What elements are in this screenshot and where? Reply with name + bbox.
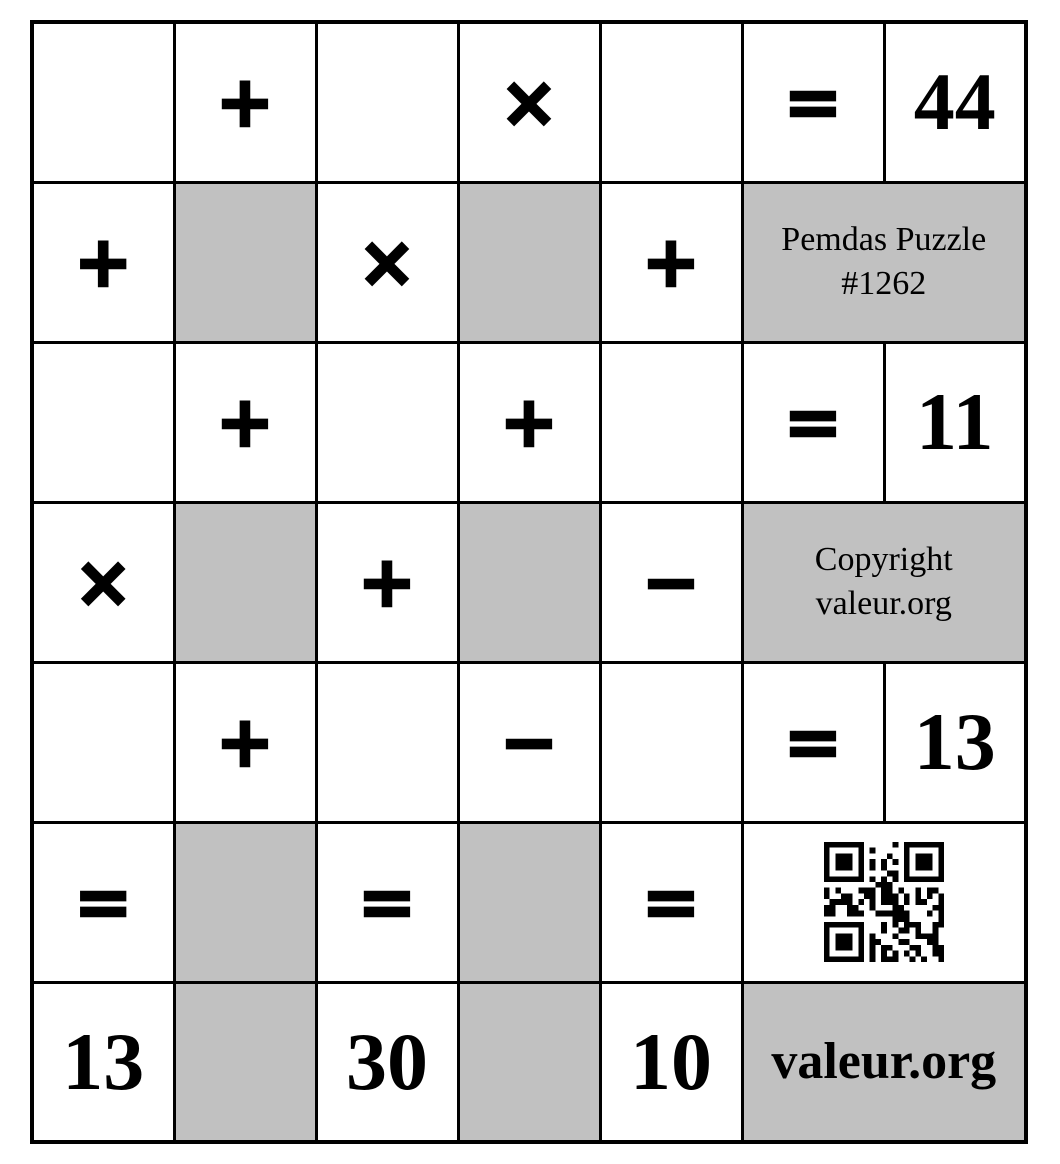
- equals-cell: =: [600, 822, 742, 982]
- qr-code: [824, 842, 944, 962]
- pemdas-puzzle-grid: [30, 20, 1028, 1144]
- blank-cell: [316, 22, 458, 182]
- blank-cell: [316, 662, 458, 822]
- copyright-line1: Copyright: [814, 540, 953, 578]
- equals-cell: =: [742, 22, 884, 182]
- result-cell: 11: [884, 342, 1026, 502]
- spacer-cell: [458, 822, 600, 982]
- value-cell: 13: [32, 982, 174, 1142]
- equals-cell: =: [742, 662, 884, 822]
- operator-cell: −: [600, 502, 742, 662]
- spacer-cell: [458, 502, 600, 662]
- blank-cell: [600, 342, 742, 502]
- blank-cell: [32, 342, 174, 502]
- operator-cell: ×: [458, 22, 600, 182]
- operator-cell: +: [316, 502, 458, 662]
- puzzle-number: #1262: [841, 265, 927, 302]
- grid-row-7: [32, 982, 1026, 1142]
- grid-row-5: [32, 662, 1026, 822]
- puzzle-title-cell: [742, 182, 1026, 342]
- operator-cell: +: [174, 22, 316, 182]
- spacer-cell: [458, 982, 600, 1142]
- result-cell: 13: [884, 662, 1026, 822]
- operator-cell: ×: [32, 502, 174, 662]
- grid-row-3: [32, 342, 1026, 502]
- copyright-line2: valeur.org: [815, 585, 952, 622]
- blank-cell: [316, 342, 458, 502]
- spacer-cell: [458, 182, 600, 342]
- equals-cell: =: [316, 822, 458, 982]
- spacer-cell: [174, 502, 316, 662]
- grid-row-4: [32, 502, 1026, 662]
- qr-cell: [742, 822, 1026, 982]
- spacer-cell: [174, 182, 316, 342]
- equals-cell: =: [742, 342, 884, 502]
- grid-row-1: [32, 22, 1026, 182]
- operator-cell: ×: [316, 182, 458, 342]
- copyright-cell: [742, 502, 1026, 662]
- spacer-cell: [174, 822, 316, 982]
- blank-cell: [600, 662, 742, 822]
- grid-row-2: [32, 182, 1026, 342]
- operator-cell: +: [600, 182, 742, 342]
- operator-cell: +: [458, 342, 600, 502]
- blank-cell: [32, 662, 174, 822]
- grid-row-6: [32, 822, 1026, 982]
- operator-cell: −: [458, 662, 600, 822]
- operator-cell: +: [174, 342, 316, 502]
- equals-cell: =: [32, 822, 174, 982]
- result-cell: 44: [884, 22, 1026, 182]
- operator-cell: +: [174, 662, 316, 822]
- value-cell: 10: [600, 982, 742, 1142]
- blank-cell: [600, 22, 742, 182]
- operator-cell: +: [32, 182, 174, 342]
- puzzle-title-line1: Pemdas Puzzle: [781, 220, 987, 258]
- brand-cell: valeur.org: [742, 982, 1026, 1142]
- blank-cell: [32, 22, 174, 182]
- value-cell: 30: [316, 982, 458, 1142]
- spacer-cell: [174, 982, 316, 1142]
